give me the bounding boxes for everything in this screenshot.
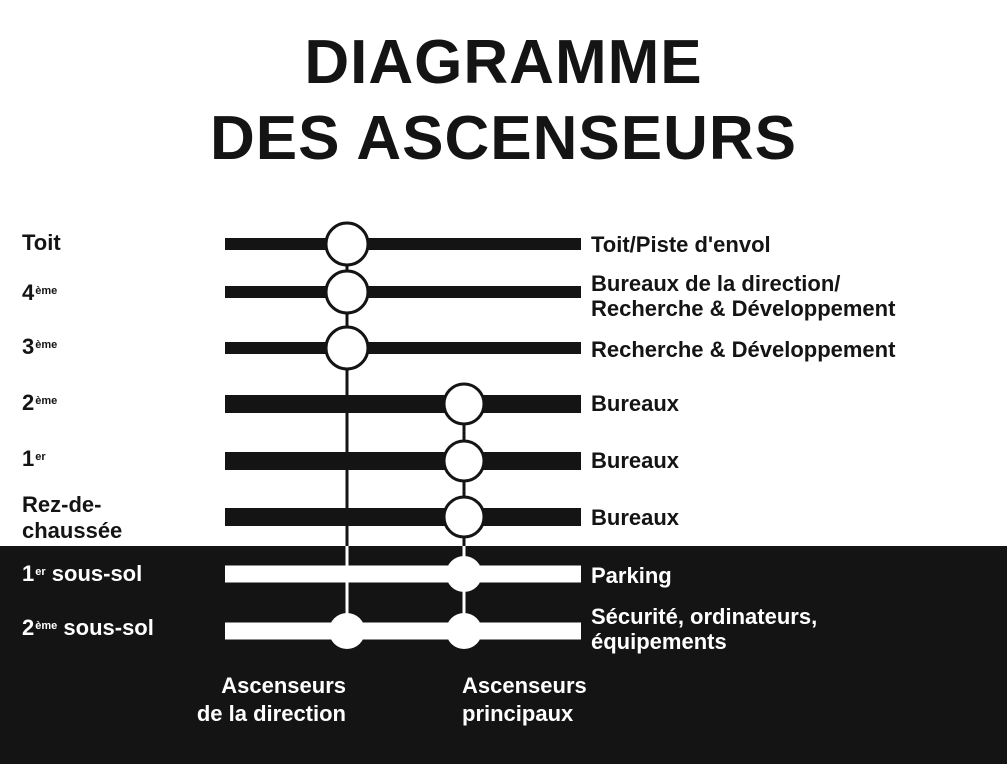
floor-label-2: 2ème (22, 390, 58, 415)
floor-line-toit (225, 238, 581, 250)
floor-line-ss2 (225, 623, 581, 640)
stop-direction-ss2 (329, 613, 365, 649)
destination-2: Bureaux (591, 391, 680, 416)
destination-ss2: Sécurité, ordinateurs, équipements (591, 604, 818, 654)
floor-line-ss1 (225, 566, 581, 583)
bank-label-direction: Ascenseurs de la direction (196, 673, 346, 726)
bank-label-principal: Ascenseurs principaux (462, 673, 587, 726)
destination-3: Recherche & Développement (591, 337, 896, 362)
floor-label-rdc: Rez-de- chaussée (22, 492, 123, 543)
floor-label-1: 1er (22, 446, 46, 471)
floor-line-f1 (225, 452, 581, 470)
floor-label-4: 4ème (22, 280, 58, 305)
floor-line-f4 (225, 286, 581, 298)
stop-direction-f4 (326, 271, 368, 313)
stop-direction-f3 (326, 327, 368, 369)
title-line-2: DES ASCENSEURS (209, 104, 798, 173)
floor-label-toit: Toit (22, 230, 61, 255)
floor-line-f2 (225, 395, 581, 413)
title-line-1: DIAGRAMME (304, 28, 703, 97)
destination-toit: Toit/Piste d'envol (591, 232, 771, 257)
floor-line-rdc (225, 508, 581, 526)
destination-ss1: Parking (591, 563, 672, 588)
stop-principal-f2 (444, 384, 484, 424)
floor-label-ss2: 2ème sous-sol (22, 615, 154, 640)
stop-principal-ss2 (446, 613, 482, 649)
stop-direction-toit (326, 223, 368, 265)
destination-1: Bureaux (591, 448, 680, 473)
floor-label-3: 3ème (22, 334, 58, 359)
stop-principal-ss1 (446, 556, 482, 592)
floor-line-f3 (225, 342, 581, 354)
destination-rdc: Bureaux (591, 505, 680, 530)
stop-principal-rdc (444, 497, 484, 537)
destination-4: Bureaux de la direction/ Recherche & Développement (591, 271, 896, 321)
stop-principal-f1 (444, 441, 484, 481)
floor-label-ss1: 1er sous-sol (22, 561, 143, 586)
